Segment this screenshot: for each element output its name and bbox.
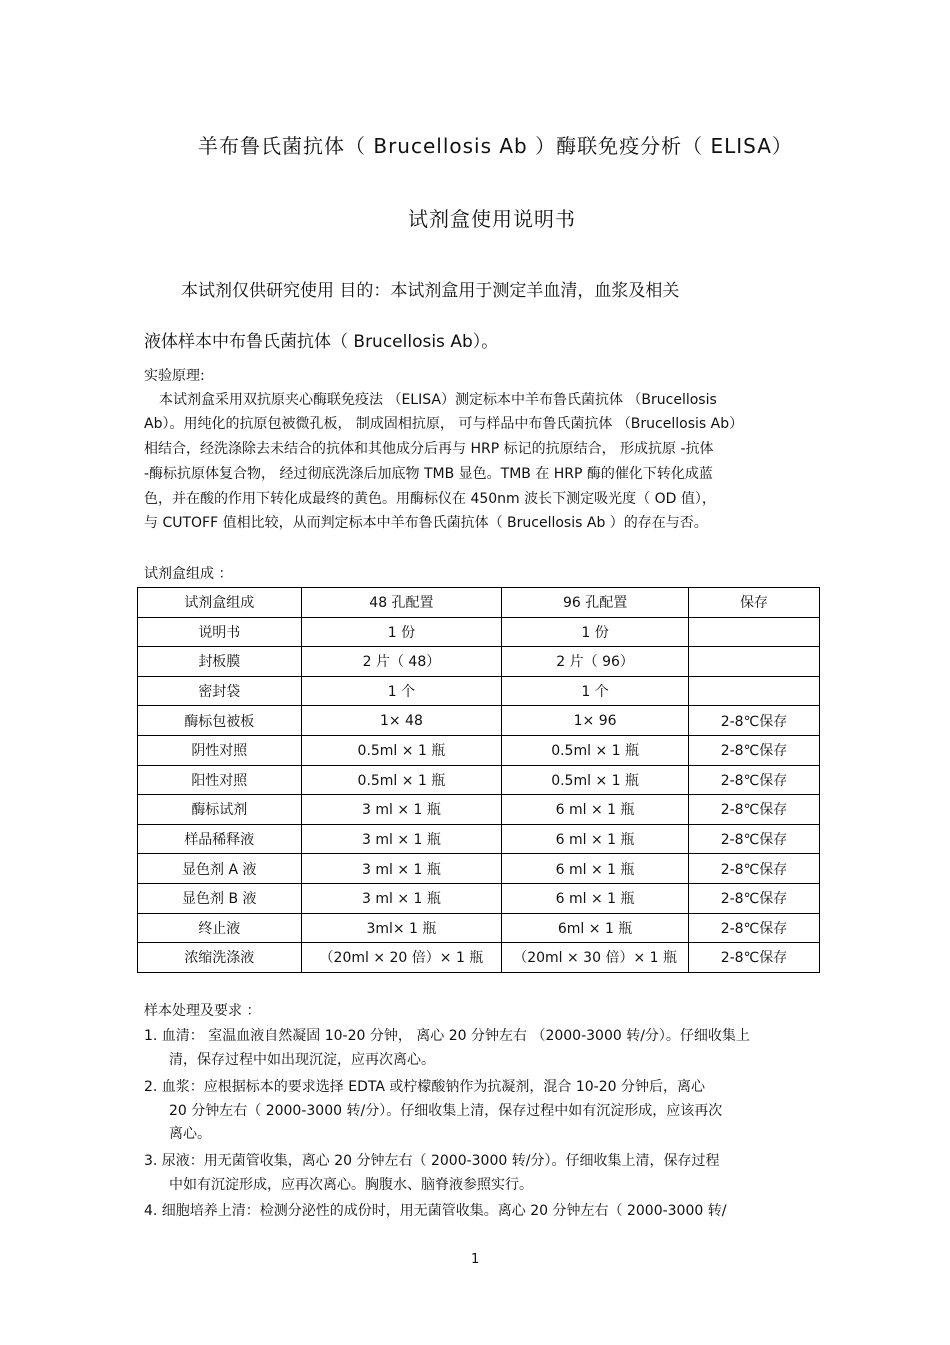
table-cell: 说明书 — [138, 617, 302, 647]
table-cell: 6 ml × 1 瓶 — [502, 883, 689, 913]
composition-heading: 试剂盒组成 ： — [144, 566, 233, 582]
table-row — [138, 824, 820, 854]
table-cell: 阳性对照 — [138, 765, 302, 795]
table-cell: 0.5ml × 1 瓶 — [301, 765, 502, 795]
table-row — [138, 647, 820, 677]
table-cell: 1 份 — [502, 617, 689, 647]
table-cell: 2-8℃保存 — [688, 824, 819, 854]
sample-item-serum-line1: 1. 血清： 室温血液自然凝固 10-20 分钟， 离心 20 分钟左右 （2000-3000 转/分）。仔细收集上 — [144, 1028, 750, 1044]
document-title-line1: 羊布鲁氏菌抗体（ Brucellosis Ab ）酶联免疫分析（ ELISA） — [198, 134, 793, 158]
header-cell: 保存 — [688, 588, 819, 618]
table-cell: 终止液 — [138, 913, 302, 943]
table-cell: 2-8℃保存 — [688, 943, 819, 973]
table-cell: 2-8℃保存 — [688, 883, 819, 913]
table-row — [138, 913, 820, 943]
table-cell: 1 份 — [301, 617, 502, 647]
page-number: 1 — [471, 1252, 480, 1267]
table-cell: 2-8℃保存 — [688, 795, 819, 825]
table-cell: 3ml× 1 瓶 — [301, 913, 502, 943]
header-cell: 试剂盒组成 — [138, 588, 302, 618]
principle-line-1: 本试剂盒采用双抗原夹心酶联免疫法 （ELISA）测定标本中羊布鲁氏菌抗体 （Brucellosis — [159, 392, 717, 408]
sample-item-plasma-line1: 2. 血浆：应根据标本的要求选择 EDTA 或柠檬酸钠作为抗凝剂，混合 10-20 分钟后，离心 — [144, 1079, 705, 1095]
table-row — [138, 883, 820, 913]
table-cell: 6 ml × 1 瓶 — [502, 824, 689, 854]
table-cell: 2-8℃保存 — [688, 706, 819, 736]
sample-item-plasma-line2: 20 分钟左右（ 2000-3000 转/分）。仔细收集上清，保存过程中如有沉淀形成，应该再次 — [169, 1103, 723, 1119]
principle-line-3: 相结合，经洗涤除去未结合的抗体和其他成分后再与 HRP 标记的抗原结合， 形成抗原 -抗体 — [144, 441, 714, 457]
table-cell: 2-8℃保存 — [688, 765, 819, 795]
table-cell: （20ml × 30 倍）× 1 瓶 — [502, 943, 689, 973]
sample-item-serum-line2: 清，保存过程中如出现沉淀，应再次离心。 — [169, 1052, 435, 1068]
table-cell: 2 片（ 48） — [301, 647, 502, 677]
table-cell: 2-8℃保存 — [688, 913, 819, 943]
table-cell — [688, 647, 819, 677]
table-row — [138, 617, 820, 647]
table-cell: 显色剂 B 液 — [138, 883, 302, 913]
intro-line2: 液体样本中布鲁氏菌抗体（ Brucellosis Ab）。 — [144, 332, 499, 352]
principle-line-6: 与 CUTOFF 值相比较，从而判定标本中羊布鲁氏菌抗体（ Brucellosis Ab ）的存在与否。 — [144, 515, 708, 531]
table-row — [138, 854, 820, 884]
sample-item-urine-line2: 中如有沉淀形成，应再次离心。胸腹水、脑脊液参照实行。 — [169, 1177, 533, 1193]
table-cell: 样品稀释液 — [138, 824, 302, 854]
sample-item-urine-line1: 3. 尿液：用无菌管收集，离心 20 分钟左右（ 2000-3000 转/分）。仔细收集上清，保存过程 — [144, 1153, 720, 1169]
table-cell: 1× 96 — [502, 706, 689, 736]
table-cell: 1 个 — [502, 676, 689, 706]
table-cell: 阴性对照 — [138, 735, 302, 765]
table-cell: 1× 48 — [301, 706, 502, 736]
table-row — [138, 735, 820, 765]
table-cell: 0.5ml × 1 瓶 — [301, 735, 502, 765]
table-cell: 密封袋 — [138, 676, 302, 706]
table-cell: 显色剂 A 液 — [138, 854, 302, 884]
kit-composition-table — [137, 587, 820, 973]
sample-item-plasma-line3: 离心。 — [169, 1126, 211, 1142]
table-row — [138, 765, 820, 795]
table-cell: 6ml × 1 瓶 — [502, 913, 689, 943]
principle-line-5: 色，并在酸的作用下转化成最终的黄色。用酶标仪在 450nm 波长下测定吸光度（ OD 值）， — [144, 491, 716, 507]
table-cell: 0.5ml × 1 瓶 — [502, 765, 689, 795]
principle-line-4: -酶标抗原体复合物， 经过彻底洗涤后加底物 TMB 显色。TMB 在 HRP 酶的催化下转化成蓝 — [144, 466, 713, 482]
table-cell — [688, 676, 819, 706]
principle-heading: 实验原理: — [144, 368, 205, 384]
table-cell: 1 个 — [301, 676, 502, 706]
table-cell: 封板膜 — [138, 647, 302, 677]
document-title-line2: 试剂盒使用说明书 — [408, 207, 576, 231]
table-cell: 3 ml × 1 瓶 — [301, 824, 502, 854]
header-cell: 96 孔配置 — [502, 588, 689, 618]
table-cell: 2 片（ 96） — [502, 647, 689, 677]
table-cell: 2-8℃保存 — [688, 854, 819, 884]
table-header-row — [138, 588, 820, 618]
table-cell: 3 ml × 1 瓶 — [301, 854, 502, 884]
header-cell: 48 孔配置 — [301, 588, 502, 618]
table-cell: 0.5ml × 1 瓶 — [502, 735, 689, 765]
table-row — [138, 795, 820, 825]
table-row — [138, 943, 820, 973]
intro-line1: 本试剂仅供研究使用 目的：本试剂盒用于测定羊血清，血浆及相关 — [181, 281, 680, 301]
table-row — [138, 676, 820, 706]
table-cell: 酶标试剂 — [138, 795, 302, 825]
table-cell — [688, 617, 819, 647]
table-cell: 酶标包被板 — [138, 706, 302, 736]
table-cell: 6 ml × 1 瓶 — [502, 795, 689, 825]
principle-line-2: Ab）。用纯化的抗原包被微孔板， 制成固相抗原， 可与样品中布鲁氏菌抗体 （Brucellosis Ab） — [144, 416, 744, 432]
table-cell: （20ml × 20 倍）× 1 瓶 — [301, 943, 502, 973]
sample-item-cell-culture-line1: 4. 细胞培养上清：检测分泌性的成份时，用无菌管收集。离心 20 分钟左右（ 2000-3000 转/ — [144, 1203, 727, 1219]
table-row — [138, 706, 820, 736]
samples-heading: 样本处理及要求 ： — [144, 1003, 261, 1019]
table-cell: 6 ml × 1 瓶 — [502, 854, 689, 884]
table-cell: 3 ml × 1 瓶 — [301, 795, 502, 825]
table-cell: 2-8℃保存 — [688, 735, 819, 765]
table-cell: 3 ml × 1 瓶 — [301, 883, 502, 913]
table-cell: 浓缩洗涤液 — [138, 943, 302, 973]
